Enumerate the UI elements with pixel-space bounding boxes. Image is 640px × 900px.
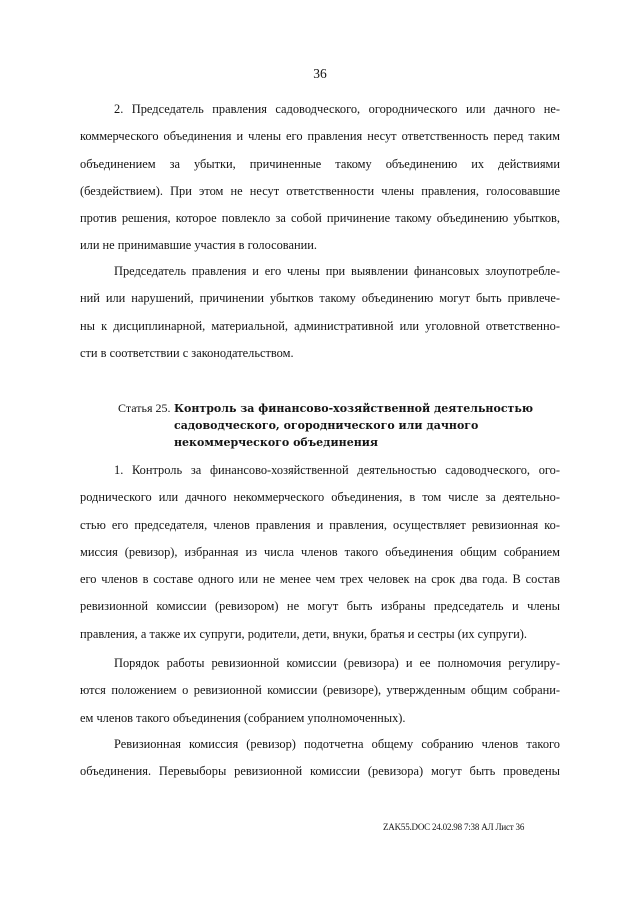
paragraph-commission-accountability bbox=[80, 731, 560, 786]
text-line: ревизионной комиссии (ревизором) не могут быть избраны председатель и члены bbox=[80, 599, 560, 614]
article-label: Статья 25. bbox=[118, 401, 171, 415]
text-line: роднического или дачного некоммерческого объединения, в том числе за деятельно- bbox=[80, 490, 560, 505]
text-line: против решения, которое повлекло за собой причинение такому объединению убытков, bbox=[80, 211, 560, 226]
page-number: 36 bbox=[313, 66, 327, 81]
text-line: миссия (ревизор), избранная из числа членов такого объединения общим собранием bbox=[80, 544, 560, 559]
text-line: правления, а также их супруги, родители, дети, внуки, братья и сестры (их супруги). bbox=[80, 626, 527, 641]
paragraph-chairman-liability bbox=[80, 96, 560, 260]
text-line: объединением за убытки, причиненные такому объединению их действиями bbox=[80, 156, 560, 171]
text-line: коммерческого объединения и члены его правления несут ответственность перед таким bbox=[80, 129, 560, 144]
article-title-line: садоводческого, огороднического или дачного bbox=[174, 419, 479, 432]
text-line: Председатель правления и его члены при выявлении финансовых злоупотребле- bbox=[114, 264, 560, 278]
text-line: ем членов такого объединения (собранием уполномоченных). bbox=[80, 710, 406, 725]
text-line: ны к дисциплинарной, материальной, административной или уголовной ответственно- bbox=[80, 318, 560, 333]
paragraph-disciplinary-liability bbox=[80, 258, 560, 367]
text-line: стью его председателя, членов правления и правления, осуществляет ревизионная ко- bbox=[80, 517, 560, 532]
text-line: ний или нарушений, причинении убытков такому объединению могут быть привлече- bbox=[80, 291, 560, 306]
text-line: 2. Председатель правления садоводческого, огороднического или дачного не- bbox=[114, 102, 560, 116]
text-line: его членов в составе одного или не менее чем трех человек на срок два года. В состав bbox=[80, 572, 560, 587]
text-line: Ревизионная комиссия (ревизор) подотчетна общему собранию членов такого bbox=[114, 737, 560, 751]
text-line: или не принимавшие участия в голосовании. bbox=[80, 238, 317, 253]
paragraph-audit-commission bbox=[80, 457, 560, 648]
text-line: объединения. Перевыборы ревизионной комиссии (ревизора) могут быть проведены bbox=[80, 764, 560, 779]
text-line: (бездействием). При этом не несут ответственности члены правления, голосовавшие bbox=[80, 183, 560, 198]
paragraph-commission-procedure bbox=[80, 650, 560, 732]
text-line: Порядок работы ревизионной комиссии (ревизора) и ее полномочия регулиру- bbox=[114, 656, 560, 670]
text-line: сти в соответствии с законодательством. bbox=[80, 345, 294, 360]
article-title bbox=[174, 400, 554, 451]
page-footer: ZAK55.DOC 24.02.98 7:38 АЛ Лист 36 bbox=[383, 822, 525, 832]
article-title-line: Контроль за финансово-хозяйственной деятельностью bbox=[174, 402, 534, 415]
article-title-line: некоммерческого объединения bbox=[174, 436, 379, 449]
text-line: ются положением о ревизионной комиссии (ревизоре), утвержденным общим собрани- bbox=[80, 683, 560, 698]
text-line: 1. Контроль за финансово-хозяйственной деятельностью садоводческого, ого- bbox=[114, 463, 560, 477]
